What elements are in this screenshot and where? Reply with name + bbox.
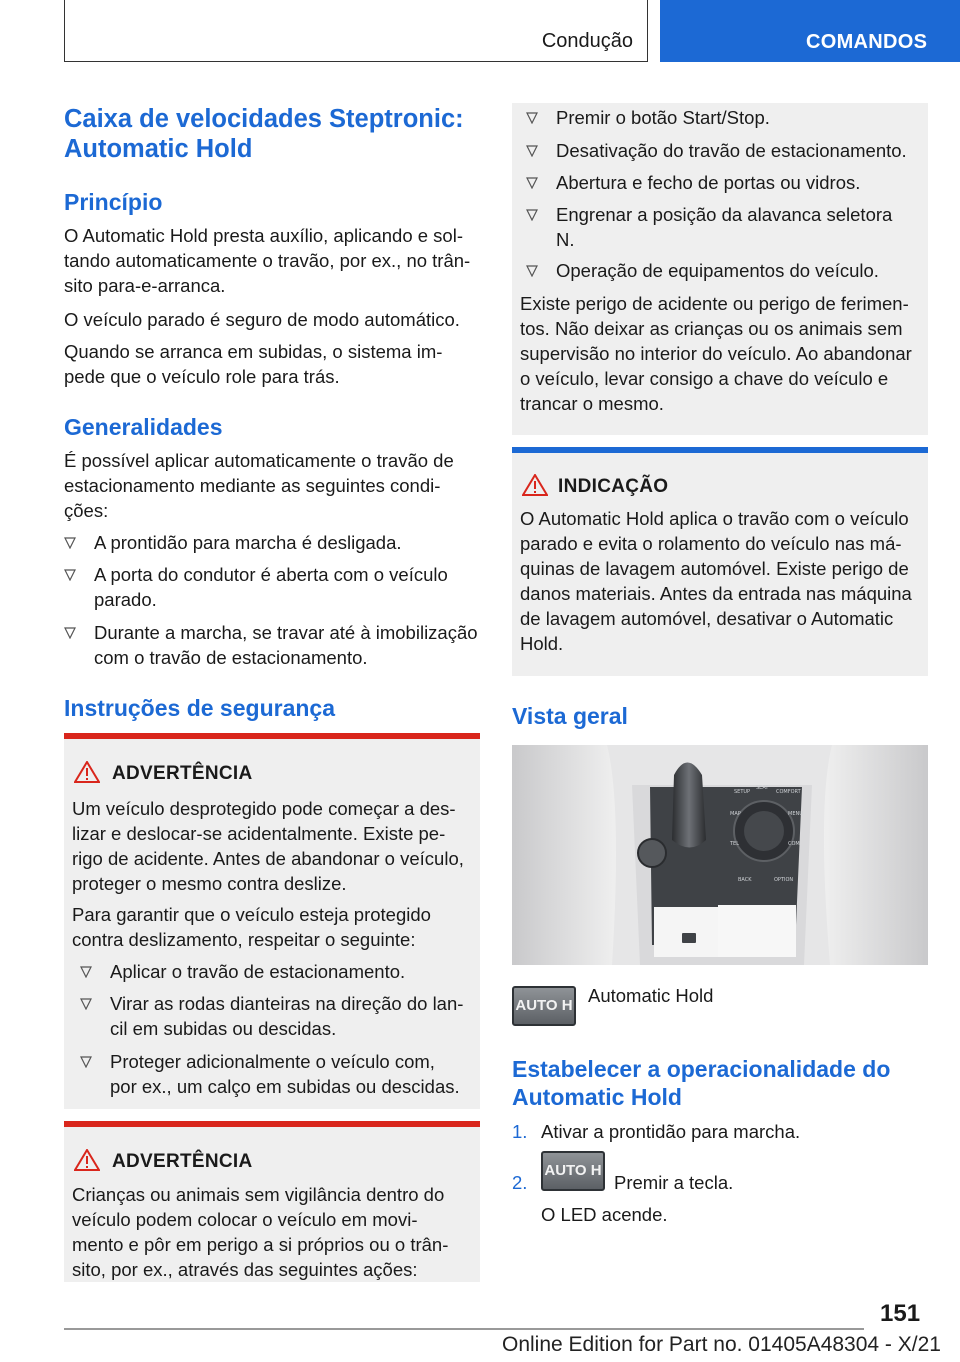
warning-triangle-icon (74, 761, 100, 783)
heading-seguranca: Instruções de segurança (64, 695, 335, 721)
heading-vista-geral: Vista geral (512, 703, 628, 729)
auto-h-button-icon: AUTO H (541, 1151, 605, 1191)
heading-generalidades: Generalidades (64, 414, 223, 440)
bullet-triangle-icon (526, 138, 540, 163)
list-item: A prontidão para marcha é desligada. (64, 530, 482, 555)
center-console-illustration (512, 745, 928, 965)
bullet-triangle-icon (526, 258, 540, 283)
bullet-triangle-icon (64, 620, 78, 645)
warning-continuation-box (512, 103, 928, 435)
bullet-triangle-icon (526, 170, 540, 195)
footer-edition-text: Online Edition for Part no. 01405A48304 - X/21 (502, 1333, 941, 1356)
auto-h-button-icon: AUTO H (512, 986, 576, 1026)
note-box (512, 447, 928, 676)
warning-paragraph-1: Um veículo desprotegido pode começar a des- lizar e deslocar-se acidentalmente. Existe pe- rigo de acidente. Antes de abandonar o veículo, proteger o mesmo contra deslize. (72, 798, 464, 894)
console-label: MENU (788, 811, 803, 817)
section-title: Condução (541, 30, 633, 52)
paragraph-principio-3: Quando se arranca em subidas, o sistema im- pede que o veículo role para trás. (64, 341, 443, 387)
console-label: SETUP (734, 789, 751, 795)
note-bar (512, 447, 928, 453)
page-number: 151 (880, 1300, 921, 1327)
paragraph-generalidades-intro: É possível aplicar automaticamente o travão de estacionamento mediante as seguintes condi- ções: (64, 450, 454, 521)
list-item: Virar as rodas dianteiras na direção do lan- cil em subidas ou descidas. (80, 991, 478, 1041)
warning-title: ADVERTÊNCIA (112, 1151, 253, 1172)
list-item: Desativação do travão de estacionamento. (526, 138, 926, 163)
header-section-tab (64, 0, 648, 62)
console-label: OPTION (774, 877, 794, 883)
warning-bar (64, 1121, 480, 1127)
list-item: Proteger adicionalmente o veículo com, por ex., um calço em subidas ou descidas. (80, 1049, 478, 1099)
list-item: Aplicar o travão de estacionamento. (80, 959, 478, 984)
console-label: COM (788, 841, 800, 847)
center-console-image (512, 745, 928, 965)
list-item: Premir o botão Start/Stop. (526, 105, 926, 130)
list-item: Operação de equipamentos do veículo. (526, 258, 926, 283)
console-label: MAP (730, 811, 741, 817)
list-item: A porta do condutor é aberta com o veículo parado. (64, 562, 482, 612)
bullet-triangle-icon (80, 991, 94, 1016)
warning-paragraph: Existe perigo de acidente ou perigo de ferimen- tos. Não deixar as crianças ou os animais sem supervisão no interior do veículo. Ao abandonar o veículo, levar consigo a chave do veículo e trancar o mesmo. (520, 293, 912, 414)
bullet-triangle-icon (526, 105, 540, 130)
page-title-line-2: Automatic Hold (64, 135, 253, 163)
console-label: BACK (738, 877, 752, 883)
console-label: COMFORT (776, 789, 801, 795)
heading-estabelecer-line-2: Automatic Hold (512, 1084, 682, 1110)
bullet-triangle-icon (80, 959, 94, 984)
step-text: Ativar a prontidão para marcha. (541, 1121, 801, 1142)
warning-paragraph: Crianças ou animais sem vigilância dentro do veículo podem colocar o veículo em movi- mento e pôr em perigo a si próprios ou o trân- sito, por ex., através das seguintes ações: (72, 1184, 449, 1280)
bullet-triangle-icon (80, 1049, 94, 1074)
warning-paragraph-2: Para garantir que o veículo esteja protegido contra deslizamento, respeitar o seguinte: (72, 904, 431, 950)
paragraph-principio-1: O Automatic Hold presta auxílio, aplicando e sol- tando automaticamente o travão, por ex., no trân- sito para-e-arranca. (64, 225, 471, 296)
heading-principio: Princípio (64, 189, 163, 215)
warning-box (64, 733, 480, 1109)
step-number: 2. (512, 1172, 528, 1193)
bullet-triangle-icon (64, 562, 78, 587)
warning-triangle-icon (522, 474, 548, 496)
step-result: O LED acende. (541, 1204, 668, 1225)
header-chapter-tab (660, 0, 960, 62)
list-item: Engrenar a posição da alavanca seletora N. (526, 202, 926, 252)
warning-box (64, 1121, 480, 1282)
auto-h-caption: Automatic Hold (588, 985, 714, 1006)
note-title: INDICAÇÃO (558, 476, 669, 497)
warning-title: ADVERTÊNCIA (112, 763, 253, 784)
console-label: TEL (730, 841, 739, 847)
warning-triangle-icon (74, 1149, 100, 1171)
step-text: Premir a tecla. (614, 1172, 734, 1193)
step-number: 1. (512, 1121, 528, 1142)
console-label: SEAT (756, 785, 769, 791)
bullet-triangle-icon (64, 530, 78, 555)
heading-estabelecer-line-1: Estabelecer a operacionalidade do (512, 1056, 891, 1082)
list-item: Abertura e fecho de portas ou vidros. (526, 170, 926, 195)
note-paragraph: O Automatic Hold aplica o travão com o veículo parado e evita o rolamento do veículo nas má- quinas de lavagem automóvel. Existe perigo de danos materiais. Antes da entrada nas máquina de lavagem automóvel, desativar o Automatic Hold. (520, 508, 912, 654)
warning-bar (64, 733, 480, 739)
chapter-title: COMANDOS (806, 31, 928, 53)
page-title-line-1: Caixa de velocidades Steptronic: (64, 105, 464, 133)
footer-divider (64, 1328, 864, 1330)
bullet-triangle-icon (526, 202, 540, 227)
paragraph-principio-2: O veículo parado é seguro de modo automático. (64, 309, 460, 330)
list-item: Durante a marcha, se travar até à imobilização com o travão de estacionamento. (64, 620, 484, 670)
